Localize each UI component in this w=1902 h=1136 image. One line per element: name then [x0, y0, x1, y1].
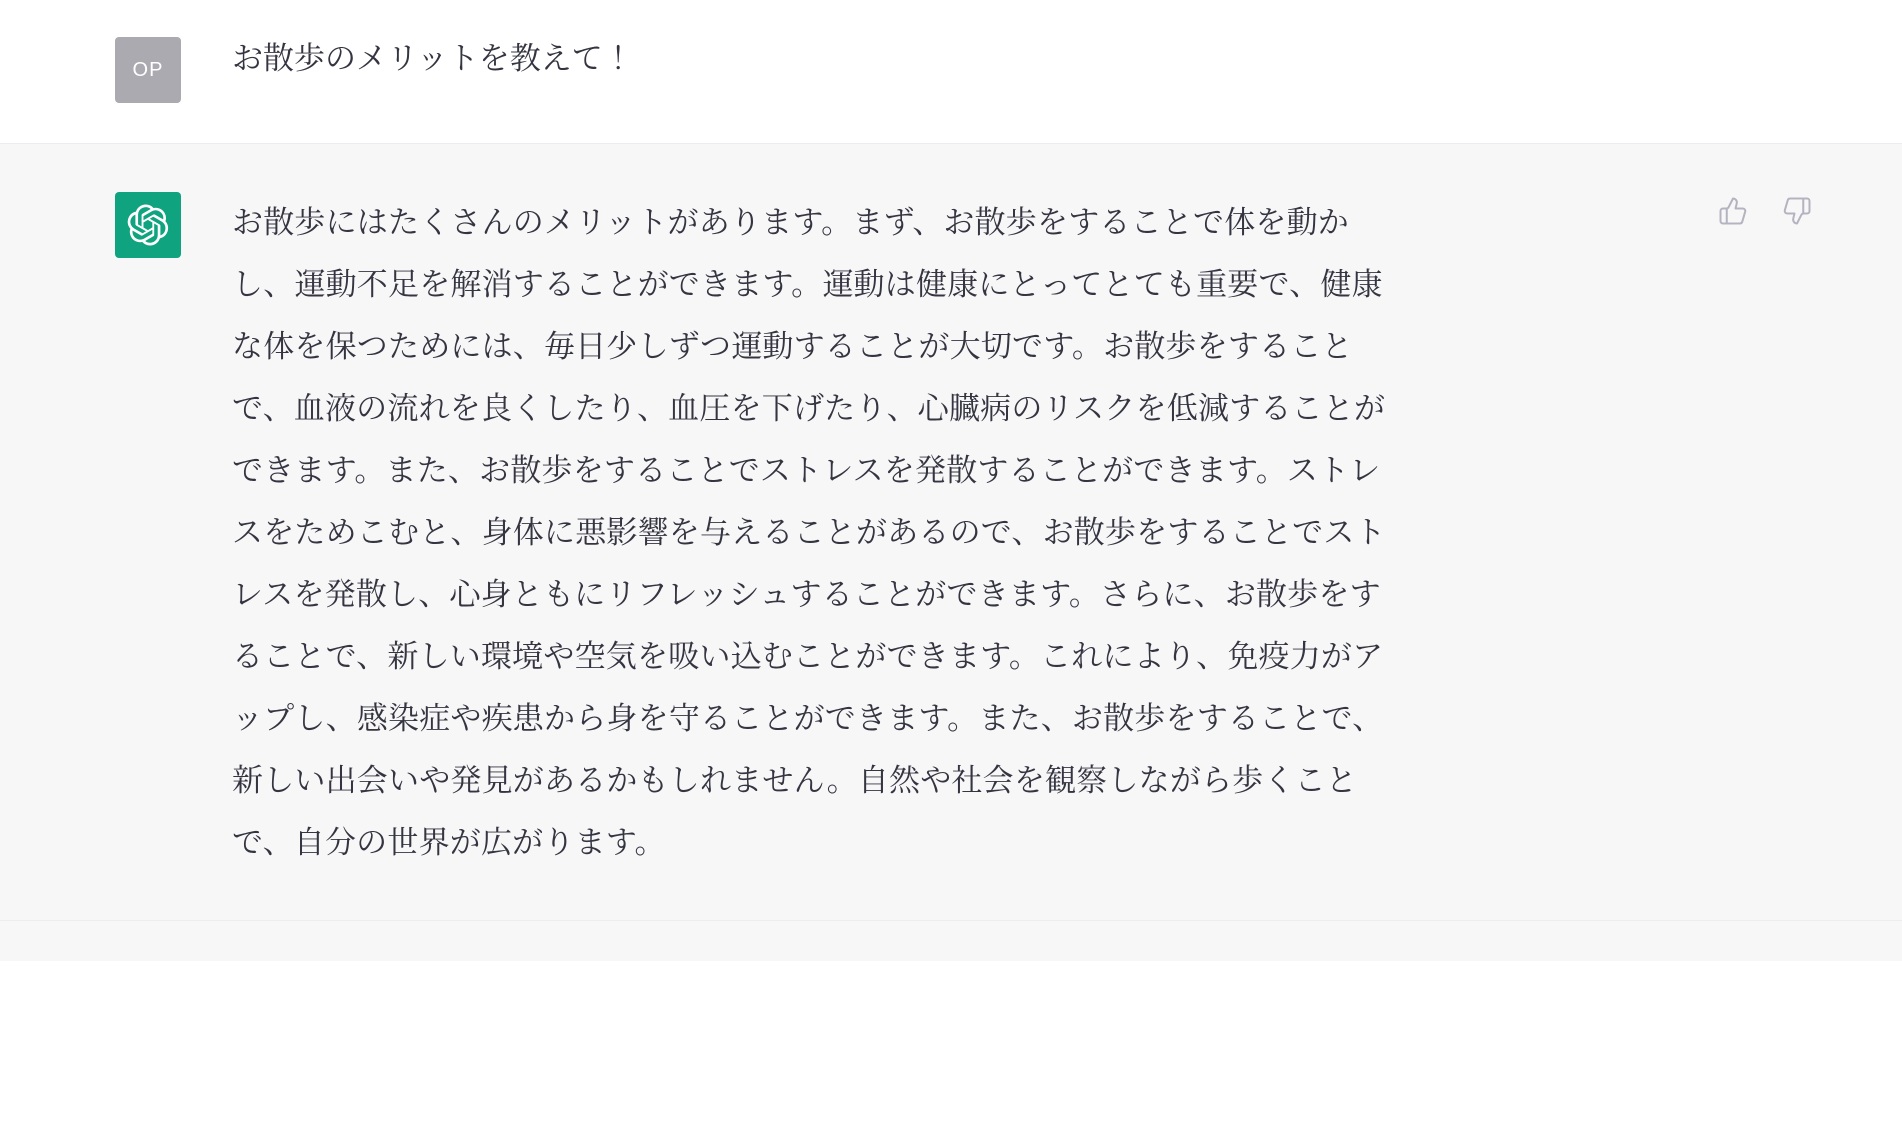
- message-assistant-inner: [0, 144, 1902, 920]
- thumbs-up-icon[interactable]: [1716, 194, 1750, 228]
- message-assistant-body: [181, 192, 1902, 874]
- message-user: [0, 0, 1902, 144]
- user-message-text: お散歩のメリットを教えて！: [232, 41, 634, 76]
- avatar: OP: [115, 37, 181, 103]
- thumbs-down-icon[interactable]: [1780, 194, 1814, 228]
- assistant-message-text: お散歩にはたくさんのメリットがあります。まず、お散歩をすることで体を動かし、運動不足を解消することができます。運動は健康にとってとても重要で、健康な体を保つためには、毎日少しずつ運動することが大切です。お散歩をすることで、血液の流れを良くしたり、血圧を下げたり、心臓病のリスクを低減することができます。また、お散歩をすることでストレスを発散することができます。ストレスをためこむと、身体に悪影響を与えることがあるので、お散歩をすることでストレスを発散し、心身ともにリフレッシュすることができます。さらに、お散歩をすることで、新しい環境や空気を吸い込むことができます。これにより、免疫力がアップし、感染症や疾患から身を守ることができます。また、お散歩をすることで、新しい出会いや発見があるかもしれません。自然や社会を観察しながら歩くことで、自分の世界が広がります。: [232, 205, 1386, 860]
- message-actions: [1716, 194, 1814, 228]
- message-user-body: [181, 37, 1902, 82]
- message-assistant: [0, 144, 1902, 921]
- message-user-inner: [0, 0, 1902, 143]
- openai-logo-icon: [115, 192, 181, 258]
- page-filler: [0, 921, 1902, 961]
